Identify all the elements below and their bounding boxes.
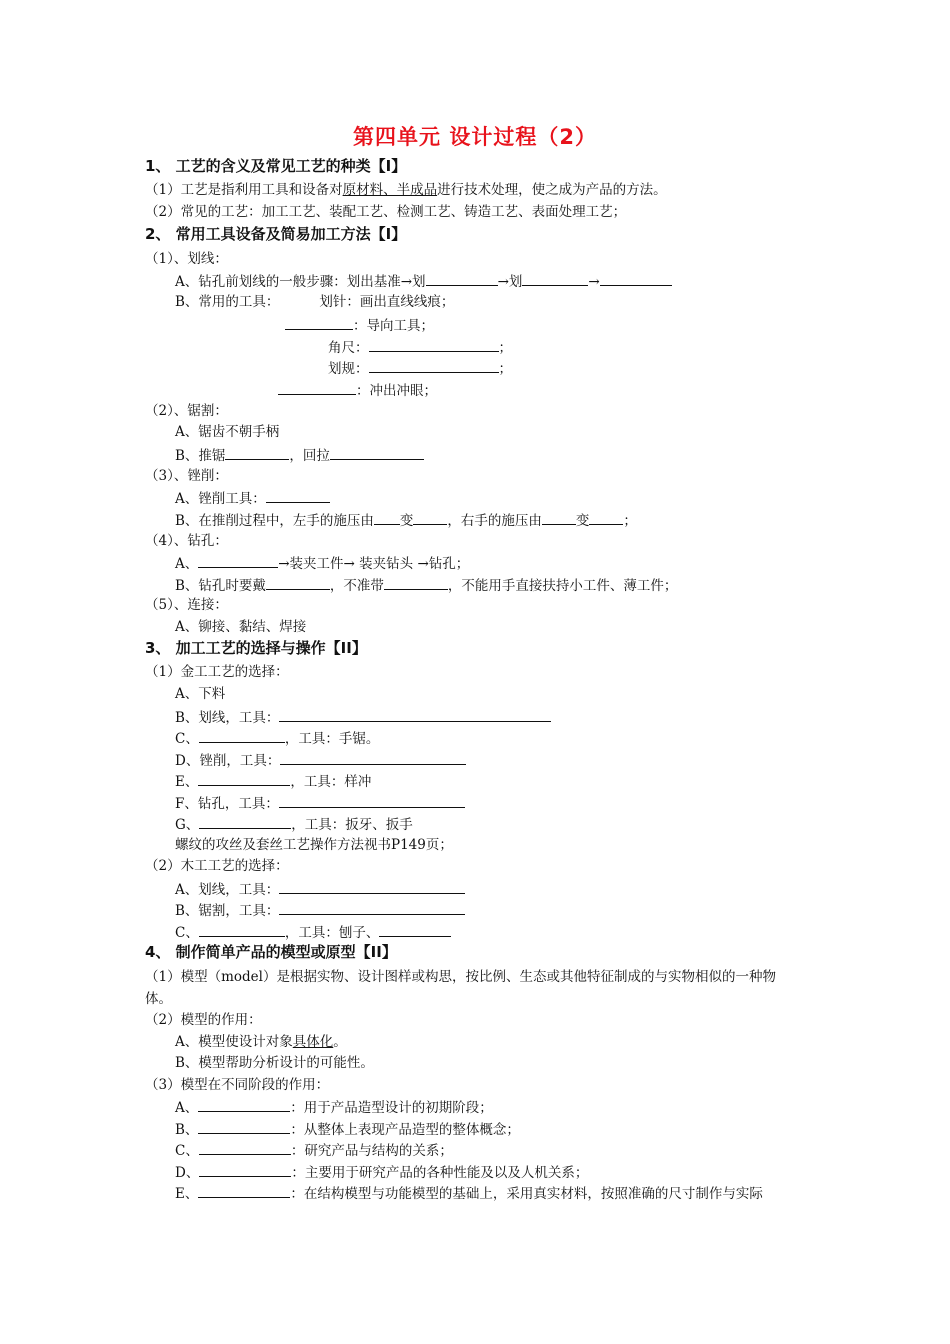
subsection-2-1: （1）、划线： <box>145 251 228 267</box>
blank-field <box>369 337 499 352</box>
item-2-1-B-compass: 划规： ； <box>328 358 512 378</box>
underlined-term: 具体化 <box>292 1034 334 1050</box>
underlined-term: 原材料、半成品 <box>342 182 438 198</box>
blank-field <box>369 358 499 373</box>
section-1-heading: 1、 工艺的含义及常见工艺的种类【I】 <box>145 157 407 175</box>
item-2-4-B: B、钻孔时要戴 ，不准带 ，不能用手直接扶持小工件、薄工件； <box>175 575 677 595</box>
blank-field <box>199 814 291 829</box>
item-3-2-B: B、锯割，工具： <box>175 900 465 920</box>
item-2-1-A: A、钻孔前划线的一般步骤：划出基准→划 →划 → <box>175 271 672 291</box>
blank-field <box>279 793 465 808</box>
blank-field <box>198 771 290 786</box>
blank-field <box>278 380 356 395</box>
item-3-1-F: F、钻孔，工具： <box>175 793 465 813</box>
section-4-para-1-line-1: （1）模型（model）是根据实物、设计图样或构思，按比例、生态或其他特征制成的与实物相似的一种物 <box>145 969 776 985</box>
blank-field <box>600 271 672 286</box>
item-3-1-A: A、下料 <box>175 686 226 702</box>
item-4-3-A: A、 ：用于产品造型设计的初期阶段； <box>175 1097 493 1117</box>
blank-field <box>589 510 623 525</box>
item-3-1-B: B、划线，工具： <box>175 707 551 727</box>
item-4-3-B: B、 ：从整体上表现产品造型的整体概念； <box>175 1119 520 1139</box>
item-4-3-C: C、 ：研究产品与结构的关系； <box>175 1140 453 1160</box>
blank-field <box>266 488 330 503</box>
blank-field <box>198 1183 290 1198</box>
subsection-2-3: （3）、锉削： <box>145 468 228 484</box>
blank-field <box>279 879 465 894</box>
item-2-2-A: A、锯齿不朝手柄 <box>175 424 280 440</box>
item-2-2-B: B、推锯 ，回拉 <box>175 445 424 465</box>
subsection-3-2: （2）木工工艺的选择： <box>145 858 289 874</box>
blank-field <box>522 271 588 286</box>
item-3-1-note: 螺纹的攻丝及套丝工艺操作方法视书P149页； <box>175 837 453 853</box>
blank-field <box>413 510 447 525</box>
subsection-4-2: （2）模型的作用： <box>145 1012 262 1028</box>
blank-field <box>198 1119 290 1134</box>
section-1-para-1: （1）工艺是指利用工具和设备对原材料、半成品进行技术处理，使之成为产品的方法。 <box>145 182 667 198</box>
blank-field <box>199 728 285 743</box>
blank-field <box>384 575 448 590</box>
blank-field <box>225 445 289 460</box>
blank-field <box>266 575 330 590</box>
section-3-heading: 3、 加工工艺的选择与操作【II】 <box>145 639 367 657</box>
blank-field <box>280 750 466 765</box>
item-2-5-A: A、铆接、黏结、焊接 <box>175 619 307 635</box>
item-3-1-E: E、 ，工具：样冲 <box>175 771 371 791</box>
item-2-1-B-punch: ：冲出冲眼； <box>278 380 437 400</box>
subsection-2-2: （2）、锯割： <box>145 403 228 419</box>
subsection-2-4: （4）、钻孔： <box>145 533 228 549</box>
item-2-1-B-square: 角尺： ； <box>328 337 512 357</box>
blank-field <box>542 510 576 525</box>
section-4-para-1-line-2: 体。 <box>145 991 172 1007</box>
blank-field <box>379 922 451 937</box>
item-2-3-A: A、锉削工具： <box>175 488 330 508</box>
blank-field <box>279 707 551 722</box>
item-2-1-B: B、常用的工具： 划针：画出直线线痕； <box>175 294 455 310</box>
blank-field <box>426 271 498 286</box>
subsection-2-5: （5）、连接： <box>145 597 228 613</box>
item-4-3-D: D、 ：主要用于研究产品的各种性能及以及人机关系； <box>175 1162 588 1182</box>
item-3-1-D: D、锉削，工具： <box>175 750 466 770</box>
item-2-3-B: B、在推削过程中，左手的施压由 变 ，右手的施压由 变 ； <box>175 510 637 530</box>
section-2-heading: 2、 常用工具设备及简易加工方法【I】 <box>145 225 407 243</box>
blank-field <box>330 445 424 460</box>
blank-field <box>199 1162 291 1177</box>
item-4-2-B: B、模型帮助分析设计的可能性。 <box>175 1055 374 1071</box>
item-4-3-E: E、 ：在结构模型与功能模型的基础上，采用真实材料，按照准确的尺寸制作与实际 <box>175 1183 763 1203</box>
blank-field <box>199 922 285 937</box>
blank-field <box>279 900 465 915</box>
blank-field <box>199 1140 291 1155</box>
subsection-4-3: （3）模型在不同阶段的作用： <box>145 1077 330 1093</box>
item-3-2-C: C、 ，工具：刨子、 <box>175 922 451 942</box>
page-title: 第四单元 设计过程（2） <box>353 125 597 149</box>
blank-field <box>374 510 400 525</box>
section-4-heading: 4、 制作简单产品的模型或原型【II】 <box>145 943 397 961</box>
item-2-1-B-guide: ：导向工具； <box>285 315 434 335</box>
blank-field <box>198 1097 290 1112</box>
item-3-1-C: C、 ，工具：手锯。 <box>175 728 379 748</box>
subsection-3-1: （1）金工工艺的选择： <box>145 664 289 680</box>
section-1-para-2: （2）常见的工艺：加工工艺、装配工艺、检测工艺、铸造工艺、表面处理工艺； <box>145 204 627 220</box>
item-3-2-A: A、划线，工具： <box>175 879 465 899</box>
item-3-1-G: G、 ，工具：扳牙、扳手 <box>175 814 413 834</box>
item-2-4-A: A、 →装夹工件→ 装夹钻头 →钻孔； <box>175 553 469 573</box>
item-4-2-A: A、模型使设计对象具体化。 <box>175 1034 347 1050</box>
blank-field <box>198 553 278 568</box>
blank-field <box>285 315 353 330</box>
